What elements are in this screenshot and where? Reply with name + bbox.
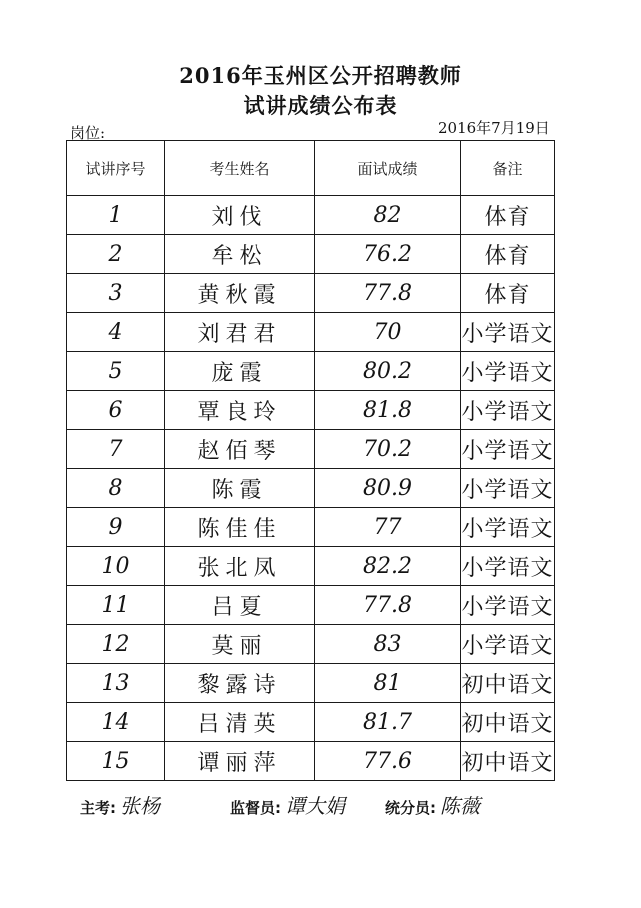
remark: 小学语文 bbox=[461, 625, 555, 664]
scorer-label: 统分员: bbox=[385, 799, 436, 817]
interview-score: 81 bbox=[315, 664, 461, 703]
interview-score: 80.2 bbox=[315, 352, 461, 391]
candidate-name: 吕夏 bbox=[165, 586, 315, 625]
table-row bbox=[67, 469, 555, 508]
candidate-name: 刘君君 bbox=[165, 313, 315, 352]
table-row bbox=[67, 274, 555, 313]
column-header-number: 试讲序号 bbox=[67, 141, 165, 196]
interview-score: 81.7 bbox=[315, 703, 461, 742]
remark: 体育 bbox=[461, 274, 555, 313]
row-number: 9 bbox=[67, 508, 165, 547]
column-header-score: 面试成绩 bbox=[315, 141, 461, 196]
row-number: 15 bbox=[67, 742, 165, 781]
examiner-signature: 张杨 bbox=[120, 794, 160, 818]
row-number: 4 bbox=[67, 313, 165, 352]
table-row bbox=[67, 352, 555, 391]
remark: 初中语文 bbox=[461, 742, 555, 781]
score-table bbox=[66, 140, 555, 781]
scorer-signature-block bbox=[385, 790, 480, 819]
interview-score: 81.8 bbox=[315, 391, 461, 430]
post-label: 岗位: bbox=[70, 124, 106, 142]
candidate-name: 牟松 bbox=[165, 235, 315, 274]
table-row bbox=[67, 235, 555, 274]
remark: 小学语文 bbox=[461, 586, 555, 625]
row-number: 1 bbox=[67, 196, 165, 235]
remark: 小学语文 bbox=[461, 469, 555, 508]
candidate-name: 莫丽 bbox=[165, 625, 315, 664]
remark: 体育 bbox=[461, 235, 555, 274]
row-number: 14 bbox=[67, 703, 165, 742]
table-row bbox=[67, 625, 555, 664]
supervisor-signature: 谭大娟 bbox=[285, 794, 345, 818]
table-row bbox=[67, 508, 555, 547]
candidate-name: 陈佳佳 bbox=[165, 508, 315, 547]
row-number: 13 bbox=[67, 664, 165, 703]
row-number: 12 bbox=[67, 625, 165, 664]
candidate-name: 庞霞 bbox=[165, 352, 315, 391]
remark: 初中语文 bbox=[461, 703, 555, 742]
interview-score: 77 bbox=[315, 508, 461, 547]
examiner-label: 主考: bbox=[80, 799, 116, 817]
row-number: 7 bbox=[67, 430, 165, 469]
interview-score: 70.2 bbox=[315, 430, 461, 469]
remark: 小学语文 bbox=[461, 430, 555, 469]
row-number: 2 bbox=[67, 235, 165, 274]
interview-score: 82.2 bbox=[315, 547, 461, 586]
remark: 体育 bbox=[461, 196, 555, 235]
table-header-row bbox=[67, 141, 555, 196]
row-number: 3 bbox=[67, 274, 165, 313]
document-title-line2: 试讲成绩公布表 bbox=[243, 93, 398, 118]
interview-score: 76.2 bbox=[315, 235, 461, 274]
examiner-signature-block bbox=[80, 790, 160, 819]
remark: 小学语文 bbox=[461, 313, 555, 352]
document-date: 2016年7月19日 bbox=[438, 119, 550, 137]
table-row bbox=[67, 664, 555, 703]
candidate-name: 陈霞 bbox=[165, 469, 315, 508]
interview-score: 77.8 bbox=[315, 586, 461, 625]
interview-score: 83 bbox=[315, 625, 461, 664]
candidate-name: 吕清英 bbox=[165, 703, 315, 742]
supervisor-label: 监督员: bbox=[230, 799, 281, 817]
remark: 小学语文 bbox=[461, 391, 555, 430]
remark: 小学语文 bbox=[461, 547, 555, 586]
document-title-line1: 2016年玉州区公开招聘教师 bbox=[179, 63, 462, 88]
row-number: 10 bbox=[67, 547, 165, 586]
column-header-name: 考生姓名 bbox=[165, 141, 315, 196]
interview-score: 82 bbox=[315, 196, 461, 235]
candidate-name: 谭丽萍 bbox=[165, 742, 315, 781]
supervisor-signature-block bbox=[230, 790, 345, 819]
remark: 小学语文 bbox=[461, 352, 555, 391]
interview-score: 70 bbox=[315, 313, 461, 352]
remark: 小学语文 bbox=[461, 508, 555, 547]
candidate-name: 赵佰琴 bbox=[165, 430, 315, 469]
row-number: 8 bbox=[67, 469, 165, 508]
candidate-name: 刘伐 bbox=[165, 196, 315, 235]
candidate-name: 黎露诗 bbox=[165, 664, 315, 703]
row-number: 5 bbox=[67, 352, 165, 391]
table-row bbox=[67, 430, 555, 469]
table-row bbox=[67, 313, 555, 352]
table-row bbox=[67, 742, 555, 781]
table-row bbox=[67, 703, 555, 742]
row-number: 6 bbox=[67, 391, 165, 430]
table-row bbox=[67, 547, 555, 586]
interview-score: 77.6 bbox=[315, 742, 461, 781]
column-header-remark: 备注 bbox=[461, 141, 555, 196]
table-row bbox=[67, 586, 555, 625]
row-number: 11 bbox=[67, 586, 165, 625]
scorer-signature: 陈薇 bbox=[440, 794, 480, 818]
interview-score: 77.8 bbox=[315, 274, 461, 313]
interview-score: 80.9 bbox=[315, 469, 461, 508]
remark: 初中语文 bbox=[461, 664, 555, 703]
candidate-name: 覃良玲 bbox=[165, 391, 315, 430]
table-row bbox=[67, 196, 555, 235]
table-row bbox=[67, 391, 555, 430]
candidate-name: 张北凤 bbox=[165, 547, 315, 586]
candidate-name: 黄秋霞 bbox=[165, 274, 315, 313]
